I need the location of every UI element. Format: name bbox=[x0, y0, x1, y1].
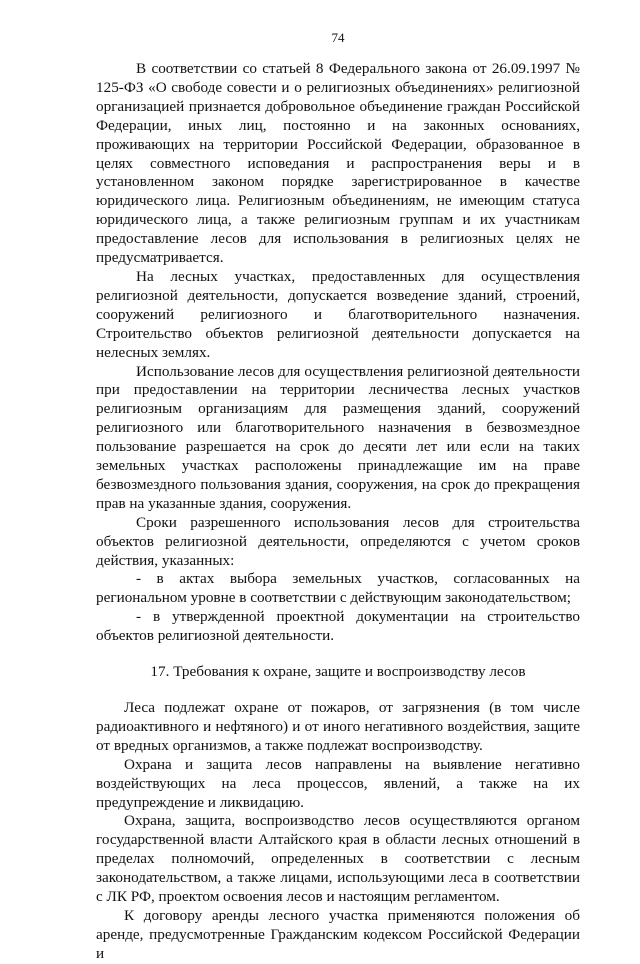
paragraph-use-periods: Сроки разрешенного использования лесов для строительства объектов религиозной деятельности, определяются с учетом сроков действия, указанных: bbox=[96, 513, 580, 569]
paragraph-free-use-terms: Использование лесов для осуществления религиозной деятельности при предоставлении на территории лесничества лесных участков религиозным организациям для размещения зданий, сооружений религиозного или благотворительного назначения в безвозмездное пользование разрешается на срок до десяти лет или если на таких земельных участках расположены принадлежащие им на праве безвозмездного пользования здания, сооружения, на срок до прекращения прав на указанные здания, сооружения. bbox=[96, 362, 580, 512]
paragraph-protection-goals: Охрана и защита лесов направлены на выявление негативно воздействующих на леса процессов, явлений, а также на их предупреждение и ликвидацию. bbox=[96, 755, 580, 811]
page-number: 74 bbox=[331, 30, 345, 45]
paragraph-responsible-authorities: Охрана, защита, воспроизводство лесов осуществляются органом государственной власти Алтайского края в области лесных отношений в пределах полномочий, определенных в соответствии с лесным законодательством, а также лицами, использующими леса в соответствии с ЛК РФ, проектом освоения лесов и настоящим регламентом. bbox=[96, 812, 580, 906]
paragraph-permitted-construction: На лесных участках, предоставленных для осуществления религиозной деятельности, допускается возведение зданий, строений, сооружений религиозного и благотворительного назначения. Строительство объектов религиозной деятельности допускается на нелесных землях. bbox=[96, 267, 580, 361]
paragraph-forest-protection: Леса подлежат охране от пожаров, от загрязнения (в том числе радиоактивного и нефтяного) и от иного негативного воздействия, защите от вредных организмов, а также подлежат воспроизводству. bbox=[96, 699, 580, 754]
section-heading: 17. Требования к охране, защите и воспроизводству лесов bbox=[150, 663, 526, 681]
list-item-land-selection-acts: - в актах выбора земельных участков, согласованных на региональном уровне в соответствии с действующим законодательством; bbox=[96, 570, 580, 607]
list-item-project-documentation: - в утвержденной проектной документации на строительство объектов религиозной деятельности. bbox=[96, 608, 580, 645]
paragraph-lease-agreement: К договору аренды лесного участка применяются положения об аренде, предусмотренные Гражданским кодексом Российской Федерации и bbox=[96, 906, 580, 962]
paragraph-religious-organization-definition: В соответствии со статьей 8 Федерального закона от 26.09.1997 № 125-ФЗ «О свободе совести и о религиозных объединениях» религиозной организацией признается добровольное объединение граждан Российской Федерации, иных лиц, постоянно и на законных основаниях, проживающих на территории Российской Федерации, образованное в целях совместного исповедания и распространения веры и в установленном законом порядке зарегистрированное в качестве юридического лица. Религиозным объединениям, не имеющим статуса юридического лица, а также религиозным группам и их участникам предоставление лесов для использования в религиозных целях не предусматривается. bbox=[96, 60, 580, 267]
